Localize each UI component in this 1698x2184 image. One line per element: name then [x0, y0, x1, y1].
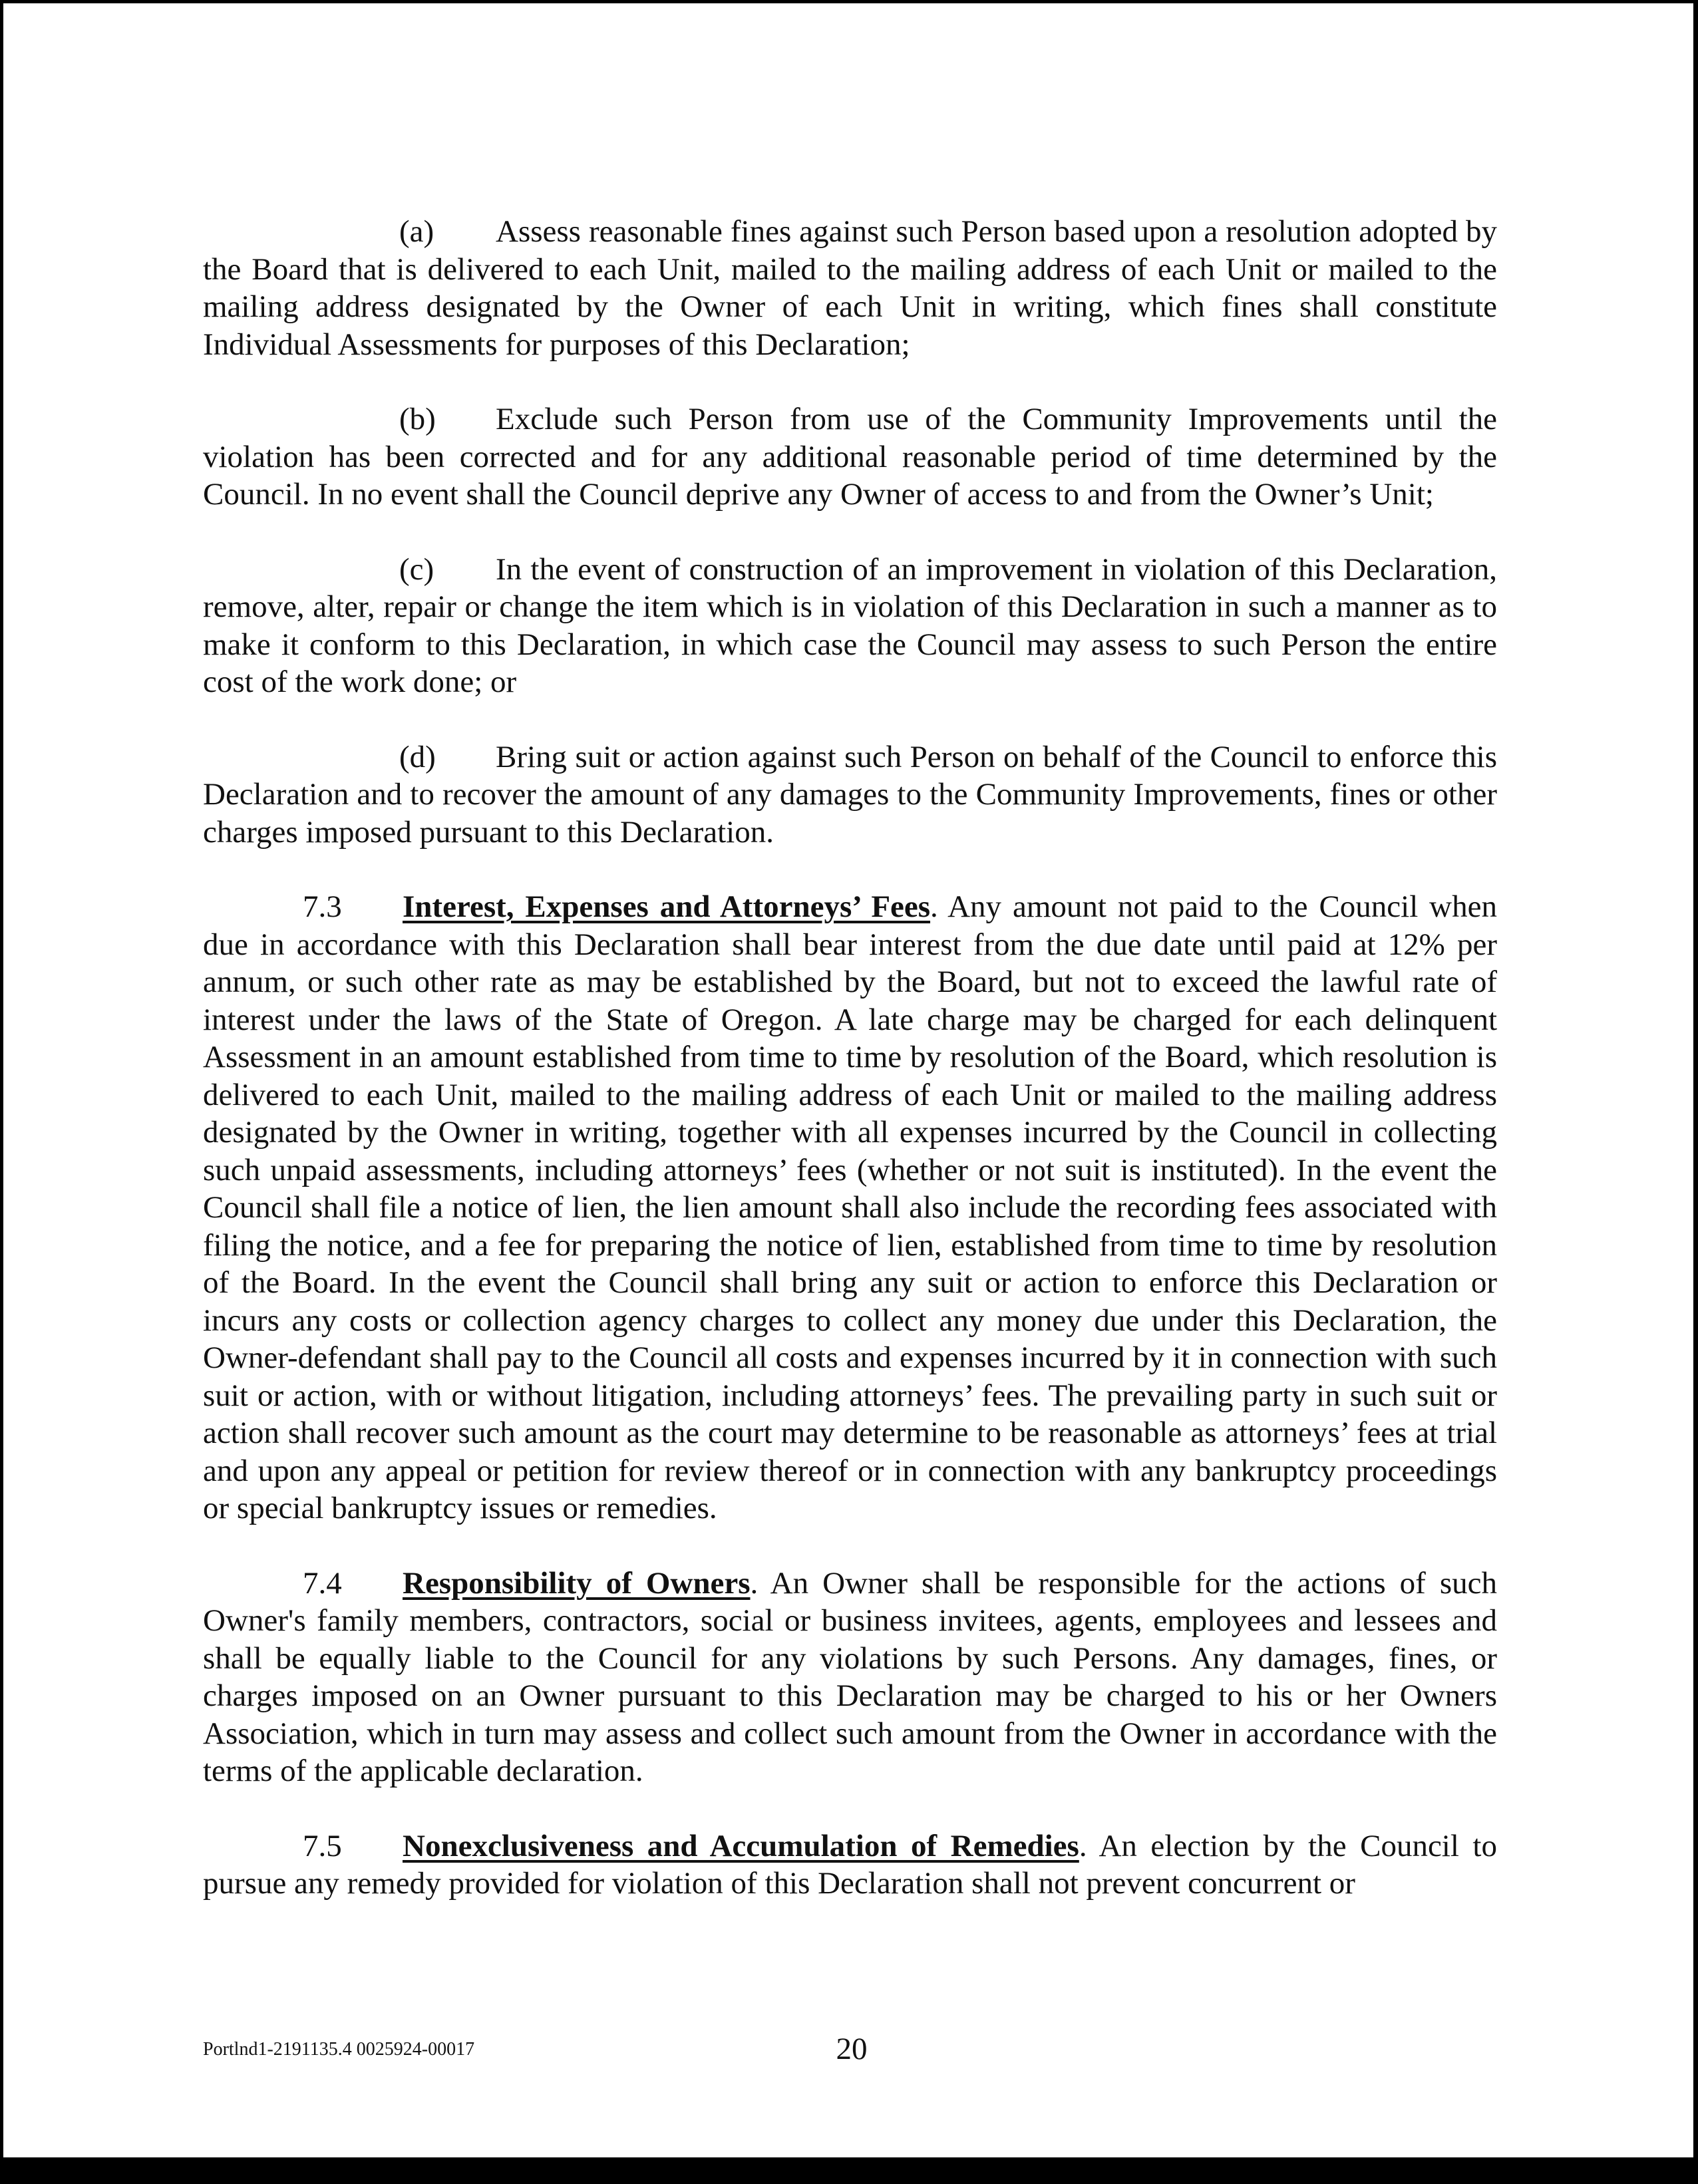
paragraph-a-label: (a) [399, 214, 434, 249]
scan-border-right [1693, 0, 1698, 2184]
paragraph-b-label: (b) [399, 402, 436, 436]
paragraph-c-label: (c) [399, 551, 434, 587]
section-7-3 [203, 888, 1497, 1527]
section-7-3-heading: Interest, Expenses and Attorneys’ Fees [403, 889, 931, 924]
paragraph-a-text: Assess reasonable fines against such Person based upon a resolution adopted by the Board that is delivered to each Unit, mailed to the mailing address of each Unit or mailed to the mailing address designated by the Owner of each Unit in writing, which fines shall constitute Individual Assessments for purposes of this Declaration; [203, 214, 1497, 362]
section-7-4 [203, 1565, 1497, 1790]
scan-border-bottom [0, 2157, 1698, 2184]
page-number: 20 [836, 2032, 868, 2066]
section-7-3-text: . Any amount not paid to the Council when due in accordance with this Declaration shall bear interest from the due date until paid at 12% per annum, or such other rate as may be established by the Board, but not to exceed the lawful rate of interest under the laws of the State of Oregon. A late charge may be charged for each delinquent Assessment in an amount established from time to time by resolution of the Board, which resolution is delivered to each Unit, mailed to the mailing address of each Unit or mailed to the mailing address designated by the Owner in writing, together with all expenses incurred by the Council in collecting such unpaid assessments, including attorneys’ fees (whether or not suit is instituted). In the event the Council shall file a notice of lien, the lien amount shall also include the recording fees associated with filing the notice, and a fee for preparing the notice of lien, established from time to time by resolution of the Board. In the event the Council shall bring any suit or action to enforce this Declaration or incurs any costs or collection agency charges to collect any money due under this Declaration, the Owner-defendant shall pay to the Council all costs and expenses incurred by it in connection with such suit or action, with or without litigation, including attorneys’ fees. The prevailing party in such suit or action shall recover such amount as the court may determine to be reasonable as attorneys’ fees at trial and upon any appeal or petition for review thereof or in connection with any bankruptcy proceedings or special bankruptcy issues or remedies. [203, 889, 1497, 1525]
paragraph-c [203, 551, 1497, 701]
paragraph-d [203, 738, 1497, 852]
paragraph-b-text: Exclude such Person from use of the Community Improvements until the violation has been corrected and for any additional reasonable period of time determined by the Council. In no event shall the Council deprive any Owner of access to and from the Owner’s Unit; [203, 402, 1497, 512]
paragraph-d-label: (d) [399, 739, 436, 774]
section-7-5-heading: Nonexclusiveness and Accumulation of Remedies [403, 1828, 1079, 1863]
paragraph-a [203, 213, 1497, 363]
section-7-3-number: 7.3 [303, 889, 342, 924]
section-7-5 [203, 1827, 1497, 1903]
paragraph-b [203, 400, 1497, 514]
section-7-4-number: 7.4 [303, 1565, 342, 1601]
paragraph-c-text: In the event of construction of an improvement in violation of this Declaration, remove, alter, repair or change the item which is in violation of this Declaration in such a manner as to make it conform to this Declaration, in which case the Council may assess to such Person the entire cost of the work done; or [203, 551, 1497, 699]
paragraph-d-text: Bring suit or action against such Person on behalf of the Council to enforce this Declaration and to recover the amount of any damages to the Community Improvements, fines or other charges imposed pursuant to this Declaration. [203, 739, 1497, 850]
document-body [203, 213, 1497, 1940]
section-7-5-text: . An election by the Council to pursue any remedy provided for violation of this Declaration shall not prevent concurrent or [203, 1828, 1497, 1901]
footer-document-id: Portlnd1-2191135.4 0025924-00017 [203, 2039, 475, 2060]
scan-border-top [0, 0, 1698, 3]
section-7-4-heading: Responsibility of Owners [403, 1565, 751, 1601]
scan-border-left [0, 0, 3, 2184]
section-7-5-number: 7.5 [303, 1828, 342, 1863]
section-7-4-text: . An Owner shall be responsible for the actions of such Owner's family members, contractors, social or business invitees, agents, employees and lessees and shall be equally liable to the Council for any violations by such Persons. Any damages, fines, or charges imposed on an Owner pursuant to this Declaration may be charged to his or her Owners Association, which in turn may assess and collect such amount from the Owner in accordance with the terms of the applicable declaration. [203, 1565, 1497, 1788]
